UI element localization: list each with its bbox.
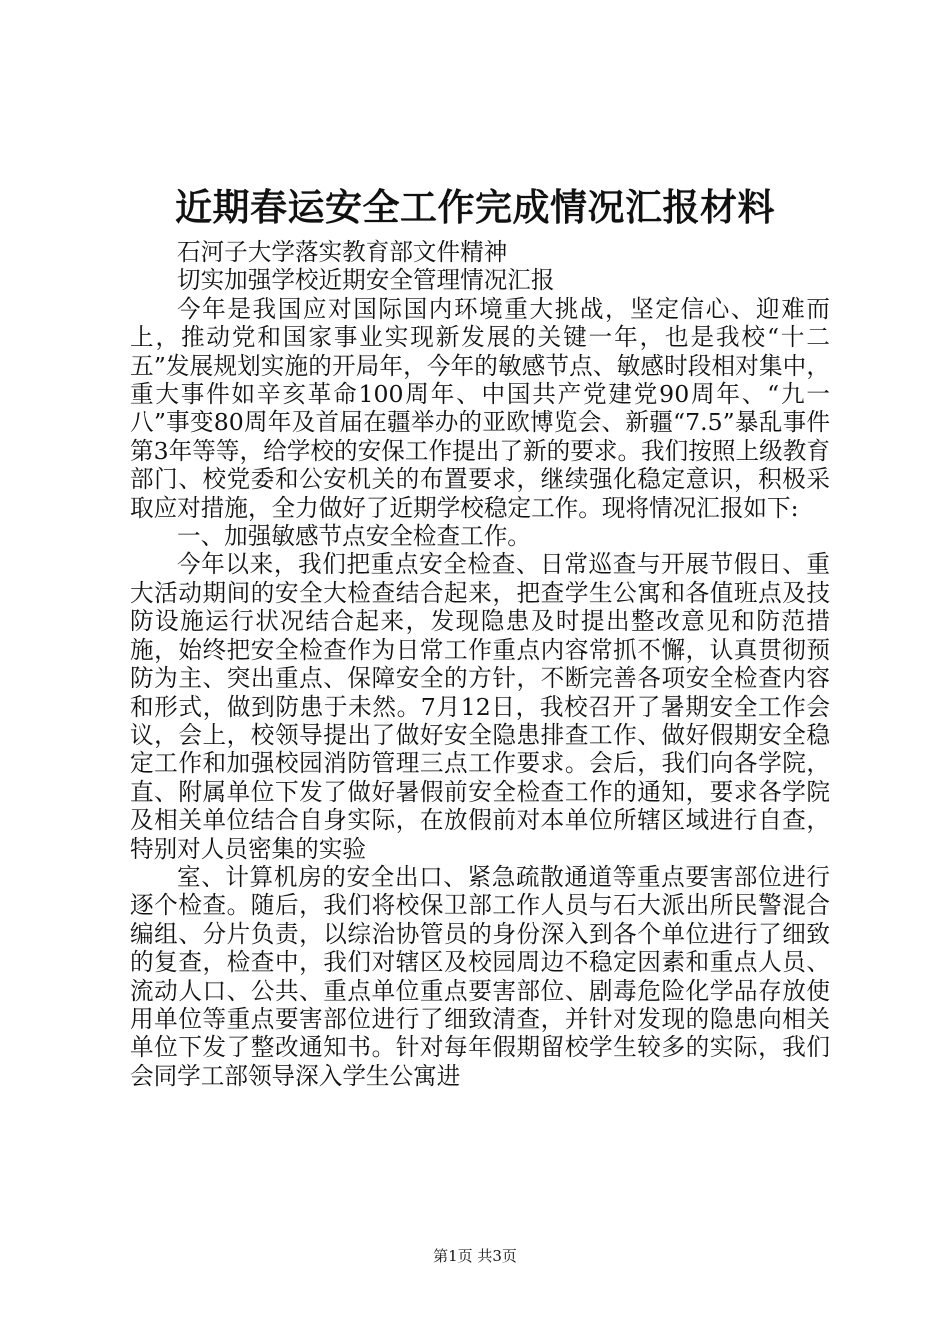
body-paragraph: 今年是我国应对国际国内环境重大挑战，坚定信心、迎难而上，推动党和国家事业实现新发展的关键一年，也是我校“十二五”发展规划实施的开局年，今年的敏感节点、敏感时段相对集中，重大事件如辛亥革命100周年、中国共产党建党90周年、“九一八”事变80周年及首届在疆举办的亚欧博览会、新疆“7.5”暴乱事件第3年等等，给学校的安保工作提出了新的要求。我们按照上级教育部门、校党委和公安机关的布置要求，继续强化稳定意识，积极采取应对措施，全力做好了近期学校稳定工作。现将情况汇报如下: <box>130 294 830 522</box>
body-paragraph: 今年以来，我们把重点安全检查、日常巡查与开展节假日、重大活动期间的安全大检查结合起来，把查学生公寓和各值班点及技防设施运行状况结合起来，发现隐患及时提出整改意见和防范措施，始终把安全检查作为日常工作重点内容常抓不懈，认真贯彻预防为主、突出重点、保障安全的方针，不断完善各项安全检查内容和形式，做到防患于未然。7月12日，我校召开了暑期安全工作会议，会上，校领导提出了做好安全隐患排查工作、做好假期安全稳定工作和加强校园消防管理三点工作要求。会后，我们向各学院，直、附属单位下发了做好暑假前安全检查工作的通知，要求各学院及相关单位结合自身实际，在放假前对本单位所辖区域进行自查，特别对人员密集的实验 <box>130 550 830 863</box>
subtitle-line-2: 切实加强学校近期安全管理情况汇报 <box>177 266 555 295</box>
page-footer: 第1页 共3页 <box>433 1247 517 1265</box>
subtitle-line-1: 石河子大学落实教育部文件精神 <box>177 238 508 266</box>
section-heading: 一、加强敏感节点安全检查工作。 <box>177 522 531 551</box>
body-paragraph: 室、计算机房的安全出口、紧急疏散通道等重点要害部位进行逐个检查。随后，我们将校保卫部工作人员与石大派出所民警混合编组、分片负责，以综治协管员的身份深入到各个单位进行了细致的复查，检查中，我们对辖区及校园周边不稳定因素和重点人员、流动人口、公共、重点单位重点要害部位、剧毒危险化学品存放使用单位等重点要害部位进行了细致清查，并针对发现的隐患向相关单位下发了整改通知书。针对每年假期留校学生较多的实际，我们会同学工部领导深入学生公寓进 <box>130 862 830 1090</box>
document-title: 近期春运安全工作完成情况汇报材料 <box>175 185 775 229</box>
document-body <box>130 238 830 1090</box>
